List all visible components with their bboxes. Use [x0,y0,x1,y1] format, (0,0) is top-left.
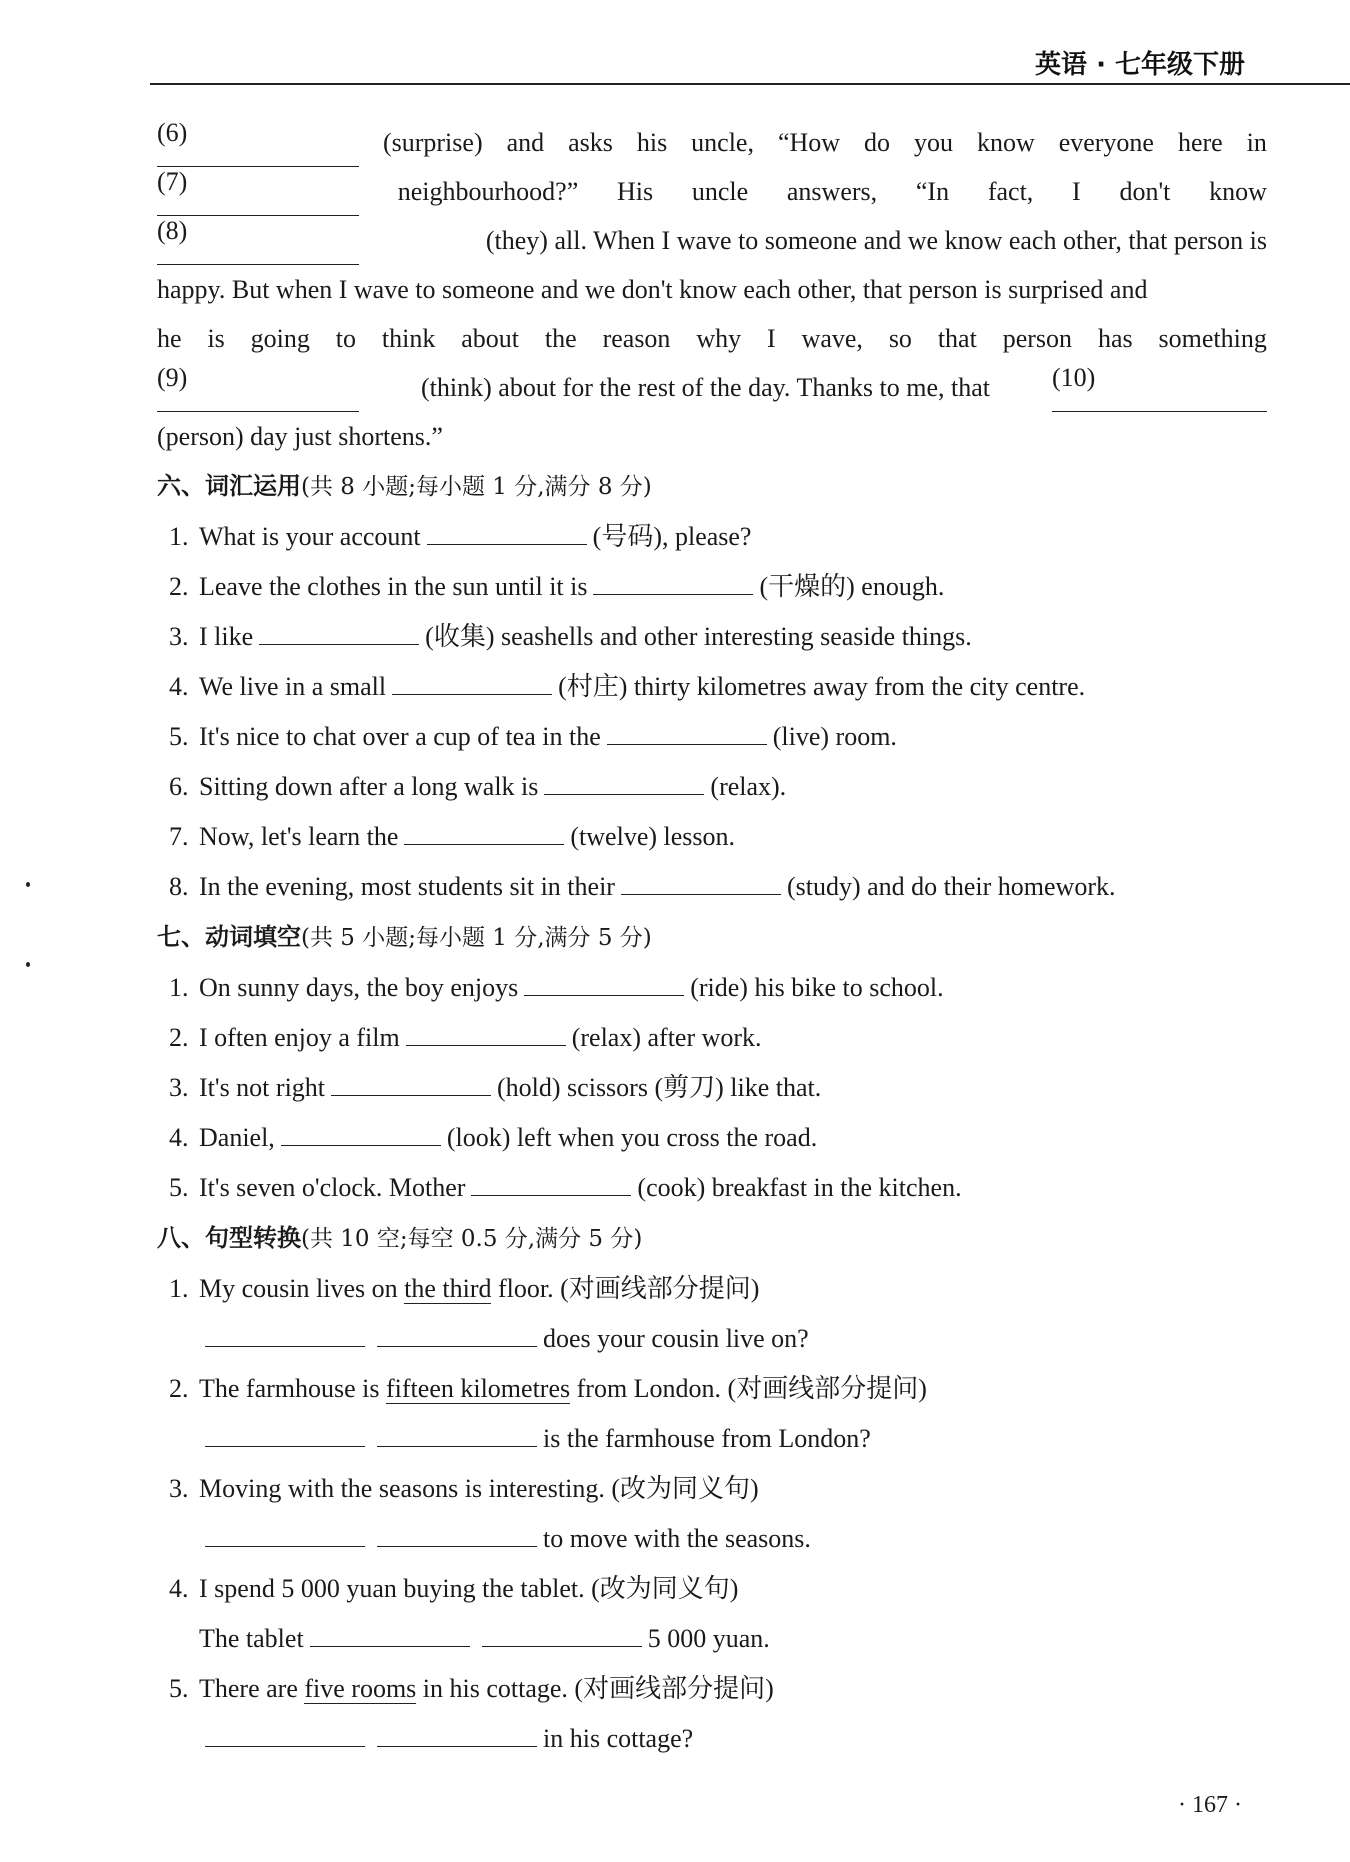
question-text: (relax). [710,772,787,801]
passage-line [157,167,1267,216]
question-text: In the evening, most students sit in their [199,872,615,901]
answer-blank[interactable] [607,720,767,745]
passage-text: His [616,177,654,206]
question-item [157,1364,1267,1414]
answer-blank[interactable] [593,570,753,595]
answer-suffix: in his cottage? [543,1724,694,1753]
section-sentence-transform [157,1213,1267,1764]
question-number: 6. [169,772,189,801]
answer-line [157,1614,1267,1664]
passage-text: person [1002,324,1073,353]
question-text: Daniel, [199,1123,275,1152]
question-text: It's not right [199,1073,326,1102]
section-title [157,1213,1267,1264]
question-item [157,762,1267,812]
passage-text: fact, [987,177,1034,206]
answer-blank[interactable] [482,1622,642,1647]
question-item [157,512,1267,562]
question-number: 4. [169,1574,189,1603]
passage-text: asks [568,128,613,157]
passage-line [157,363,1267,412]
question-text: (twelve) lesson. [570,822,736,851]
underlined-phrase: the third [404,1274,492,1303]
question-text: Sitting down after a long walk is [199,772,539,801]
question-number: 4. [169,672,189,701]
passage-text: uncle [691,177,749,206]
passage-text: about [461,324,520,353]
passage-text: I [1072,177,1081,206]
passage-text: uncle, [691,128,754,157]
question-number: 8. [169,872,189,901]
question-text: Moving with the seasons is interesting. (改为同义句) [199,1474,759,1503]
section-vocabulary [157,461,1267,912]
answer-blank[interactable] [205,1522,365,1547]
answer-suffix: does your cousin live on? [543,1324,809,1353]
question-item [157,963,1267,1013]
question-text: Leave the clothes in the sun until it is [199,572,588,601]
margin-mark [26,882,30,887]
question-number: 2. [169,1374,189,1403]
passage-text: know [976,128,1035,157]
question-text: It's seven o'clock. Mother [199,1173,466,1202]
passage-text: something [1158,324,1267,353]
passage-text: you [913,128,953,157]
section-score-note: (共 8 小题;每小题 1 分,满分 8 分) [301,474,652,500]
answer-blank[interactable] [427,520,587,545]
page-number: · 167 · [1178,1792,1242,1818]
passage-text: “In [915,177,950,206]
question-item [157,662,1267,712]
section-heading: 八、句型转换 [157,1224,301,1252]
answer-blank[interactable] [259,620,419,645]
answer-blank[interactable] [205,1322,365,1347]
answer-line [157,1414,1267,1464]
question-item [157,1664,1267,1714]
answer-blank[interactable] [377,1422,537,1447]
section-score-note: (共 10 空;每空 0.5 分,满分 5 分) [301,1226,643,1252]
question-item [157,1464,1267,1514]
question-text: The farmhouse is [199,1374,380,1403]
question-text: What is your account [199,522,421,551]
answer-blank[interactable] [205,1422,365,1447]
question-item [157,862,1267,912]
question-text: I often enjoy a film [199,1023,400,1052]
passage-text: wave, [801,324,863,353]
question-item [157,812,1267,862]
section-heading: 六、词汇运用 [157,472,301,500]
underlined-phrase: five rooms [304,1674,417,1703]
question-text: (live) room. [772,722,897,751]
passage-text: so [888,324,912,353]
question-item [157,1564,1267,1614]
passage-line [157,216,1267,265]
passage-text: in [1246,128,1267,157]
question-text: My cousin lives on [199,1274,398,1303]
question-text: (relax) after work. [571,1023,762,1052]
question-text: (村庄) thirty kilometres away from the city centre. [558,672,1086,701]
question-number: 2. [169,572,189,601]
passage-line [157,314,1267,363]
passage-text: everyone [1058,128,1154,157]
question-number: 2. [169,1023,189,1052]
answer-blank[interactable]: (9) [157,363,359,412]
passage-text: going [250,324,310,353]
passage-line [157,412,1267,461]
answer-blank[interactable] [310,1622,470,1647]
passage-text: do [864,128,890,157]
passage-text: that [937,324,977,353]
question-list [157,512,1267,912]
section-title [157,912,1267,963]
section-title [157,461,1267,512]
question-item [157,1013,1267,1063]
answer-blank[interactable]: (10) [1052,363,1267,412]
answer-blank[interactable] [404,820,564,845]
passage-text: happy. But when I wave to someone and we don't know each other, that person is surprised and [157,275,1148,304]
question-item [157,1163,1267,1213]
question-text: (干燥的) enough. [759,572,945,601]
margin-mark [26,962,30,967]
question-text: I spend 5 000 yuan buying the tablet. (改为同义句) [199,1574,739,1603]
passage-text: he [157,324,182,353]
question-text: from London. (对画线部分提问) [576,1374,927,1403]
question-number: 4. [169,1123,189,1152]
passage-text: his [636,128,668,157]
question-text: (look) left when you cross the road. [446,1123,818,1152]
question-text: (号码), please? [592,522,752,551]
worksheet-body [157,118,1267,1764]
question-text: in his cottage. (对画线部分提问) [422,1674,774,1703]
passage-text: (surprise) [382,128,483,157]
answer-blank[interactable] [377,1322,537,1347]
passage-text: know [1209,177,1267,206]
question-number: 3. [169,1073,189,1102]
answer-suffix: to move with the seasons. [543,1524,811,1553]
passage-text: neighbourhood?” [397,177,579,206]
question-number: 3. [169,622,189,651]
cloze-passage [157,118,1267,461]
answer-blank[interactable]: (8) [157,216,359,265]
passage-text: has [1097,324,1133,353]
passage-text: think [381,324,436,353]
question-text: It's nice to chat over a cup of tea in the [199,722,601,751]
passage-text: to [335,324,357,353]
answer-suffix: is the farmhouse from London? [543,1424,871,1453]
passage-text: is [207,324,225,353]
answer-blank[interactable] [331,1071,491,1096]
answer-blank[interactable] [406,1021,566,1046]
question-number: 3. [169,1474,189,1503]
answer-line [157,1714,1267,1764]
passage-text: (think) about for the rest of the day. Thanks to me, that [421,373,990,402]
question-text: (收集) seashells and other interesting seaside things. [425,622,972,651]
question-item [157,612,1267,662]
answer-blank[interactable] [524,971,684,996]
answer-line [157,1514,1267,1564]
question-number: 5. [169,722,189,751]
answer-blank[interactable]: (7) [157,167,359,216]
question-text: There are [199,1674,298,1703]
question-text: We live in a small [199,672,387,701]
question-text: Now, let's learn the [199,822,399,851]
question-number: 1. [169,522,189,551]
question-item [157,712,1267,762]
passage-text: the [544,324,577,353]
question-list [157,963,1267,1213]
answer-blank[interactable] [544,770,704,795]
answer-blank[interactable] [205,1722,365,1747]
question-text: (hold) scissors (剪刀) like that. [497,1073,822,1102]
question-item [157,1063,1267,1113]
question-text: (ride) his bike to school. [690,973,944,1002]
question-list [157,1264,1267,1764]
passage-text: and [506,128,545,157]
question-number: 1. [169,1274,189,1303]
header-rule [150,83,1350,85]
page-header [0,0,1350,90]
question-item [157,1113,1267,1163]
question-text: I like [199,622,254,651]
passage-text: why [696,324,742,353]
answer-line [157,1314,1267,1364]
answer-blank[interactable]: (6) [157,118,359,167]
question-text: On sunny days, the boy enjoys [199,973,519,1002]
question-number: 5. [169,1674,189,1703]
answer-blank[interactable] [471,1171,631,1196]
section-verb-fill [157,912,1267,1213]
passage-text: here [1177,128,1223,157]
answer-blank[interactable] [621,870,781,895]
passage-line [157,118,1267,167]
answer-prefix: The tablet [199,1624,304,1653]
question-number: 1. [169,973,189,1002]
passage-line [157,265,1267,314]
answer-suffix: 5 000 yuan. [647,1624,770,1653]
question-text: (study) and do their homework. [786,872,1116,901]
question-number: 5. [169,1173,189,1202]
question-text: floor. (对画线部分提问) [497,1274,760,1303]
passage-text: “How [777,128,841,157]
question-number: 7. [169,822,189,851]
question-item [157,1264,1267,1314]
question-item [157,562,1267,612]
answer-blank[interactable] [377,1522,537,1547]
passage-text: I [767,324,776,353]
passage-text: don't [1119,177,1171,206]
passage-text: reason [602,324,671,353]
passage-text: (person) day just shortens.” [157,422,443,451]
question-text: (cook) breakfast in the kitchen. [637,1173,962,1202]
underlined-phrase: fifteen kilometres [386,1374,571,1403]
answer-blank[interactable] [281,1121,441,1146]
header-title: 英语 · 七年级下册 [1035,50,1245,80]
section-heading: 七、动词填空 [157,923,301,951]
passage-text: answers, [786,177,878,206]
answer-blank[interactable] [392,670,552,695]
answer-blank[interactable] [377,1722,537,1747]
passage-text: (they) all. When I wave to someone and we know each other, that person is [485,226,1267,255]
section-score-note: (共 5 小题;每小题 1 分,满分 5 分) [301,925,652,951]
